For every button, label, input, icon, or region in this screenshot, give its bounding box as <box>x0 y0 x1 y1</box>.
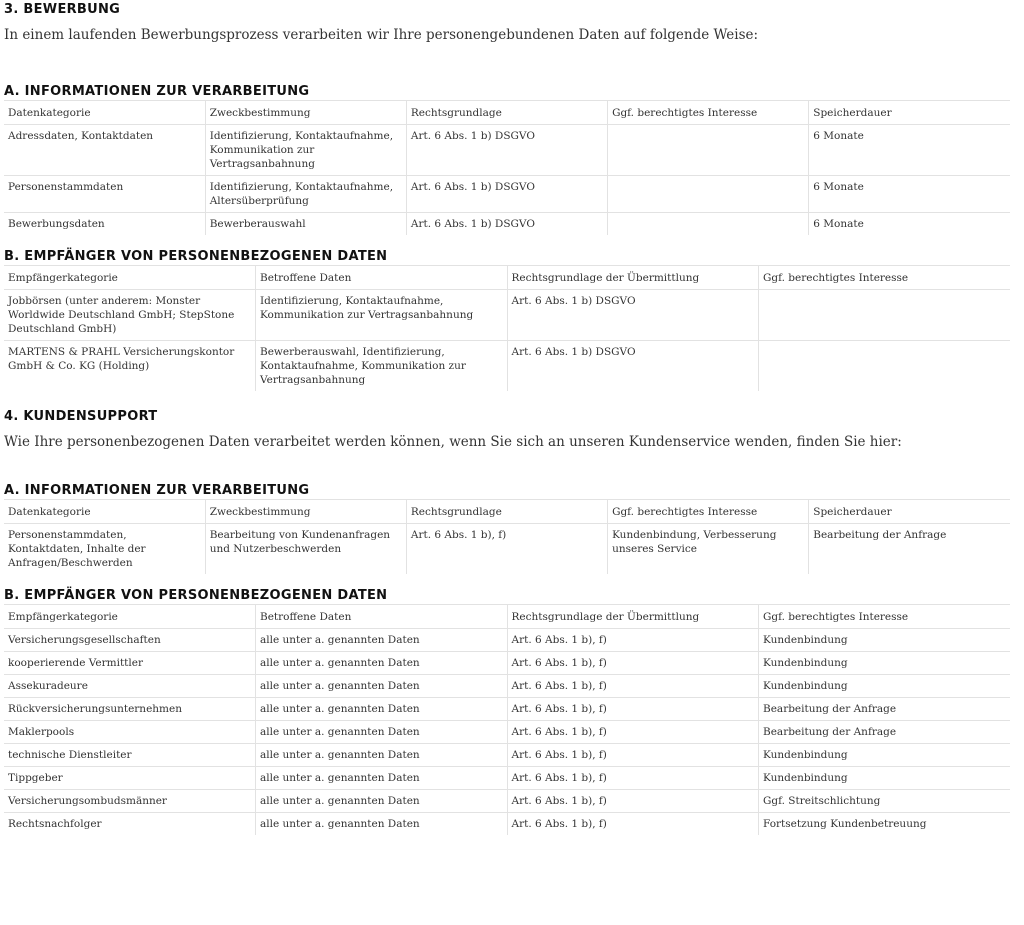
table-cell: Fortsetzung Kundenbetreuung <box>759 813 1011 836</box>
table-cell: 6 Monate <box>809 176 1010 213</box>
table-cell: Kundenbindung <box>759 629 1011 652</box>
section-intro-bewerbung: In einem laufenden Bewerbungsprozess verarbeiten wir Ihre personengebundenen Daten auf folgende Weise: <box>4 27 759 43</box>
subsection-heading-verarbeitung: A. INFORMATIONEN ZUR VERARBEITUNG <box>4 84 310 99</box>
column-header: Rechtsgrundlage <box>406 101 607 125</box>
table-cell: 6 Monate <box>809 125 1010 176</box>
table-cell: Versicherungsgesellschaften <box>4 629 256 652</box>
section-heading-bewerbung: 3. BEWERBUNG <box>4 2 121 17</box>
table-row <box>4 524 1010 575</box>
table-cell: Bewerbungsdaten <box>4 213 205 236</box>
column-header: Speicherdauer <box>809 101 1010 125</box>
subsection-heading-empfaenger: B. EMPFÄNGER VON PERSONENBEZOGENEN DATEN <box>4 588 388 603</box>
table-cell: Bearbeitung der Anfrage <box>759 721 1011 744</box>
table-cell: Kundenbindung, Verbesserung unseres Service <box>608 524 809 575</box>
table-cell: Art. 6 Abs. 1 b), f) <box>507 721 759 744</box>
table-row <box>4 675 1010 698</box>
table-cell: alle unter a. genannten Daten <box>256 790 508 813</box>
table-cell: Bearbeitung von Kundenanfragen und Nutzerbeschwerden <box>205 524 406 575</box>
table-row <box>4 767 1010 790</box>
table-cell: Art. 6 Abs. 1 b), f) <box>507 767 759 790</box>
column-header: Betroffene Daten <box>256 605 508 629</box>
table-cell: Identifizierung, Kontaktaufnahme, Altersüberprüfung <box>205 176 406 213</box>
recipients-table-bewerbung <box>4 265 1010 391</box>
table-header-row <box>4 605 1010 629</box>
table-cell: MARTENS & PRAHL Versicherungskontor GmbH & Co. KG (Holding) <box>4 341 256 392</box>
table-cell: Bearbeitung der Anfrage <box>759 698 1011 721</box>
table-cell: alle unter a. genannten Daten <box>256 813 508 836</box>
table-row <box>4 744 1010 767</box>
table-cell: Art. 6 Abs. 1 b) DSGVO <box>507 341 759 392</box>
column-header: Rechtsgrundlage der Übermittlung <box>507 266 759 290</box>
table-header-row <box>4 101 1010 125</box>
table-cell: Kundenbindung <box>759 744 1011 767</box>
table-cell: Art. 6 Abs. 1 b), f) <box>507 652 759 675</box>
processing-table-bewerbung <box>4 100 1010 235</box>
column-header: Datenkategorie <box>4 101 205 125</box>
table-cell: Maklerpools <box>4 721 256 744</box>
table-cell <box>608 125 809 176</box>
table-row <box>4 813 1010 836</box>
table-cell: alle unter a. genannten Daten <box>256 652 508 675</box>
table-cell <box>608 176 809 213</box>
column-header: Zweckbestimmung <box>205 500 406 524</box>
table-row <box>4 213 1010 236</box>
table-row <box>4 652 1010 675</box>
table-cell: Bewerberauswahl <box>205 213 406 236</box>
table-cell: Rechtsnachfolger <box>4 813 256 836</box>
table-cell: Bewerberauswahl, Identifizierung, Kontaktaufnahme, Kommunikation zur Vertragsanbahnung <box>256 341 508 392</box>
table-cell: Art. 6 Abs. 1 b), f) <box>507 813 759 836</box>
column-header: Zweckbestimmung <box>205 101 406 125</box>
table-cell: Identifizierung, Kontaktaufnahme, Kommunikation zur Vertragsanbahnung <box>256 290 508 341</box>
section-heading-kundensupport: 4. KUNDENSUPPORT <box>4 409 158 424</box>
table-cell: alle unter a. genannten Daten <box>256 675 508 698</box>
table-row <box>4 125 1010 176</box>
table-cell: Art. 6 Abs. 1 b), f) <box>507 629 759 652</box>
subsection-heading-verarbeitung: A. INFORMATIONEN ZUR VERARBEITUNG <box>4 483 310 498</box>
table-cell: kooperierende Vermittler <box>4 652 256 675</box>
table-cell: Personenstammdaten <box>4 176 205 213</box>
column-header: Ggf. berechtigtes Interesse <box>759 605 1011 629</box>
table-cell: Art. 6 Abs. 1 b), f) <box>507 698 759 721</box>
table-cell: alle unter a. genannten Daten <box>256 698 508 721</box>
table-cell: Identifizierung, Kontaktaufnahme, Kommunikation zur Vertragsanbahnung <box>205 125 406 176</box>
column-header: Empfängerkategorie <box>4 266 256 290</box>
table-cell <box>759 290 1011 341</box>
table-cell: Art. 6 Abs. 1 b) DSGVO <box>406 176 607 213</box>
table-cell <box>608 213 809 236</box>
table-cell: Art. 6 Abs. 1 b), f) <box>507 744 759 767</box>
column-header: Empfängerkategorie <box>4 605 256 629</box>
section-intro-kundensupport: Wie Ihre personenbezogenen Daten verarbeitet werden können, wenn Sie sich an unseren Kundenservice wenden, finden Sie hier: <box>4 434 902 450</box>
table-row <box>4 698 1010 721</box>
table-cell: alle unter a. genannten Daten <box>256 721 508 744</box>
table-cell: Kundenbindung <box>759 767 1011 790</box>
table-row <box>4 290 1010 341</box>
table-cell: Ggf. Streitschlichtung <box>759 790 1011 813</box>
table-cell: alle unter a. genannten Daten <box>256 629 508 652</box>
table-cell: alle unter a. genannten Daten <box>256 744 508 767</box>
table-cell: Versicherungsombudsmänner <box>4 790 256 813</box>
table-cell: Art. 6 Abs. 1 b), f) <box>507 790 759 813</box>
table-header-row <box>4 266 1010 290</box>
table-cell: Art. 6 Abs. 1 b), f) <box>507 675 759 698</box>
table-header-row <box>4 500 1010 524</box>
recipients-table-kundensupport <box>4 604 1010 835</box>
table-cell: Art. 6 Abs. 1 b) DSGVO <box>507 290 759 341</box>
table-row <box>4 721 1010 744</box>
table-cell: technische Dienstleiter <box>4 744 256 767</box>
column-header: Betroffene Daten <box>256 266 508 290</box>
table-cell <box>759 341 1011 392</box>
column-header: Speicherdauer <box>809 500 1010 524</box>
table-cell: Art. 6 Abs. 1 b) DSGVO <box>406 213 607 236</box>
column-header: Datenkategorie <box>4 500 205 524</box>
table-cell: Personenstammdaten, Kontaktdaten, Inhalte der Anfragen/Beschwerden <box>4 524 205 575</box>
table-row <box>4 176 1010 213</box>
table-cell: Kundenbindung <box>759 675 1011 698</box>
table-cell: Assekuradeure <box>4 675 256 698</box>
table-cell: Tippgeber <box>4 767 256 790</box>
column-header: Rechtsgrundlage der Übermittlung <box>507 605 759 629</box>
table-cell: Art. 6 Abs. 1 b), f) <box>406 524 607 575</box>
table-cell: Rückversicherungsunternehmen <box>4 698 256 721</box>
column-header: Rechtsgrundlage <box>406 500 607 524</box>
table-cell: Bearbeitung der Anfrage <box>809 524 1010 575</box>
table-row <box>4 341 1010 392</box>
table-cell: Adressdaten, Kontaktdaten <box>4 125 205 176</box>
table-cell: Kundenbindung <box>759 652 1011 675</box>
table-cell: Art. 6 Abs. 1 b) DSGVO <box>406 125 607 176</box>
column-header: Ggf. berechtigtes Interesse <box>608 500 809 524</box>
subsection-heading-empfaenger: B. EMPFÄNGER VON PERSONENBEZOGENEN DATEN <box>4 249 388 264</box>
column-header: Ggf. berechtigtes Interesse <box>759 266 1011 290</box>
column-header: Ggf. berechtigtes Interesse <box>608 101 809 125</box>
table-cell: 6 Monate <box>809 213 1010 236</box>
processing-table-kundensupport <box>4 499 1010 574</box>
table-cell: Jobbörsen (unter anderem: Monster Worldwide Deutschland GmbH; StepStone Deutschland GmbH) <box>4 290 256 341</box>
table-row <box>4 790 1010 813</box>
table-cell: alle unter a. genannten Daten <box>256 767 508 790</box>
table-row <box>4 629 1010 652</box>
